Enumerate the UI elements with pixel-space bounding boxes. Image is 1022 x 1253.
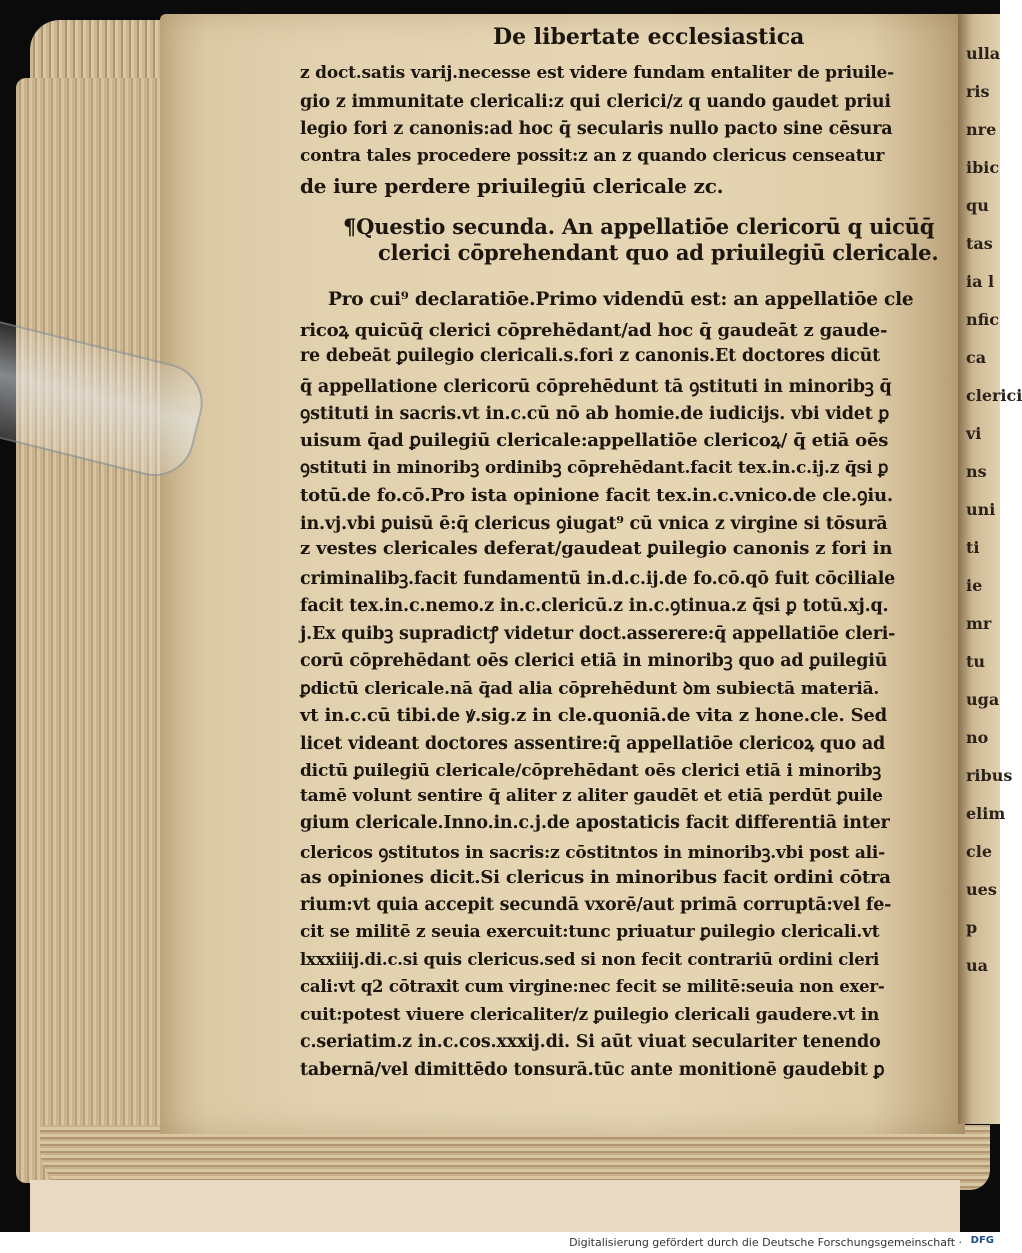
- facing-page-fragment: p: [966, 918, 978, 937]
- text-line: facit tex.in.c.nemo.z in.c.clericū.z in.c.ꝯtinua.z q̄si ꝑ totū.xj.q.: [300, 596, 889, 616]
- text-line: de iure perdere priuilegiū clericale zc.: [300, 174, 724, 198]
- facing-page-fragment: ris: [966, 82, 990, 101]
- funding-credit: Digitalisierung gefördert durch die Deutsche Forschungsgemeinschaft ·: [569, 1236, 962, 1249]
- facing-page-fragment: uga: [966, 690, 1000, 709]
- text-line: gio z immunitate clericali:z qui clerici/z q uando gaudet priui: [300, 92, 891, 112]
- text-line: ꝯstituti in sacris.vt in.c.cū nō ab homie.de iudicijs. vbi videt ꝑ: [300, 404, 890, 424]
- facing-page-fragment: elim: [966, 804, 1006, 823]
- facing-page-fragment: ulla: [966, 44, 1001, 63]
- text-line: gium clericale.Inno.in.c.j.de apostaticis facit differentiā inter: [300, 813, 890, 833]
- facing-page-fragment: ca: [966, 348, 987, 367]
- text-line: rium:vt quia accepit secundā vxorē/aut primā corruptā:vel fe-: [300, 895, 892, 915]
- text-line: c.seriatim.z in.c.cos.xxxij.di. Si aūt viuat seculariter tenendo: [300, 1032, 881, 1052]
- text-line: ꝯstituti in minoribꝫ ordinibꝫ cōprehēdant.facit tex.in.c.ij.z q̄si ꝑ: [300, 458, 889, 478]
- facing-page-fragment: qu: [966, 196, 989, 215]
- text-line: ricoꝝ quicūq̄ clerici cōprehēdant/ad hoc q̄ gaudeāt z gaude-: [300, 320, 888, 341]
- text-line: cuit:potest viuere clericaliter/z ꝑuilegio clericali gaudere.vt in: [300, 1005, 880, 1025]
- question-heading-line: ¶Questio secunda. An appellatiōe clericorū q uicūq̄: [343, 214, 935, 239]
- question-heading-line: clerici cōprehendant quo ad priuilegiū clericale.: [378, 240, 939, 265]
- footer-bar: [0, 1232, 1000, 1253]
- facing-page-fragment: vi: [966, 424, 982, 443]
- text-line: tamē volunt sentire q̄ aliter z aliter gaudēt et etiā perdūt ꝑuile: [300, 786, 883, 806]
- facing-page-fragment: ues: [966, 880, 997, 899]
- facing-page-fragment: clerici: [966, 386, 1022, 405]
- facing-page-fragment: tu: [966, 652, 986, 671]
- text-line: uisum q̄ad ꝑuilegiū clericale:appellatiōe clericoꝝ/ q̄ etiā oēs: [300, 430, 889, 451]
- text-line: j.Ex quibꝫ supradictꝭ videtur doct.asserere:q̄ appellatiōe cleri-: [300, 624, 896, 644]
- dfg-logo: DFG: [970, 1235, 994, 1246]
- text-line: tabernā/vel dimittēdo tonsurā.tūc ante monitionē gaudebit ꝑ: [300, 1060, 885, 1080]
- text-line: ꝑdictū clericale.nā q̄ad alia cōprehēdunt ꝺm subiectā materiā.: [300, 679, 880, 699]
- facing-page-fragment: cle: [966, 842, 992, 861]
- facing-page-fragment: no: [966, 728, 989, 747]
- text-line: licet videant doctores assentire:q̄ appellatiōe clericoꝝ quo ad: [300, 734, 886, 754]
- text-line: z doct.satis varij.necesse est videre fundam entaliter de priuile-: [300, 63, 895, 83]
- text-line: contra tales procedere possit:z an z quando clericus censeatur: [300, 146, 885, 166]
- facing-page-fragment: mr: [966, 614, 992, 633]
- running-head: De libertate ecclesiastica: [493, 24, 805, 50]
- text-line: q̄ appellatione clericorū cōprehēdunt tā ꝯstituti in minoribꝫ q̄: [300, 377, 892, 397]
- facing-page-fragment: tas: [966, 234, 993, 253]
- text-line: dictū ꝑuilegiū clericale/cōprehēdant oēs clerici etiā i minoribꝫ: [300, 761, 881, 781]
- facing-page-fragment: nfic: [966, 310, 1000, 329]
- facing-page-fragment: uni: [966, 500, 996, 519]
- text-line: Pro cui⁹ declaratiōe.Primo videndū est: an appellatiōe cle: [328, 289, 914, 310]
- facing-page-fragment: ribus: [966, 766, 1013, 785]
- facing-page-fragment: ia l: [966, 272, 995, 291]
- text-line: clericos ꝯstitutos in sacris:z cōstitntos in minoribꝫ.vbi post ali-: [300, 843, 886, 863]
- text-line: legio fori z canonis:ad hoc q̄ secularis nullo pacto sine cēsura: [300, 119, 893, 139]
- text-line: re debeāt ꝑuilegio clericali.s.fori z canonis.Et doctores dicūt: [300, 346, 881, 366]
- facing-page-fragment: ti: [966, 538, 980, 557]
- text-line: z vestes clericales deferat/gaudeat ꝑuilegio canonis z fori in: [300, 538, 893, 559]
- facing-page-fragment: nre: [966, 120, 997, 139]
- facing-page-fragment: ibic: [966, 158, 1000, 177]
- text-line: totū.de fo.cō.Pro ista opinione facit tex.in.c.vnico.de cle.ꝯiu.: [300, 485, 893, 506]
- text-line: criminalibꝫ.facit fundamentū in.d.c.ij.de fo.cō.qō fuit cōciliale: [300, 569, 896, 589]
- text-line: vt in.c.cū tibi.de ꝟ.sig.z in cle.quoniā.de vita z hone.cle. Sed: [300, 705, 888, 726]
- text-line: lxxxiiij.di.c.si quis clericus.sed si non fecit contrariū ordini cleri: [300, 950, 880, 969]
- facing-page-fragment: ie: [966, 576, 983, 595]
- text-line: corū cōprehēdant oēs clerici etiā in minoribꝫ quo ad ꝑuilegiū: [300, 651, 888, 671]
- text-line: in.vj.vbi ꝑuisū ē:q̄ clericus ꝯiugat⁹ cū vnica z virgine si tōsurā: [300, 514, 888, 534]
- text-line: cali:vt q2 cōtraxit cum virgine:nec fecit se militē:seuia non exer-: [300, 977, 885, 996]
- facing-page-fragment: ua: [966, 956, 988, 975]
- text-line: as opiniones dicit.Si clericus in minoribus facit ordini cōtra: [300, 867, 891, 888]
- facing-page-fragment: ns: [966, 462, 987, 481]
- text-line: cit se militē z seuia exercuit:tunc priuatur ꝑuilegio clericali.vt: [300, 922, 880, 942]
